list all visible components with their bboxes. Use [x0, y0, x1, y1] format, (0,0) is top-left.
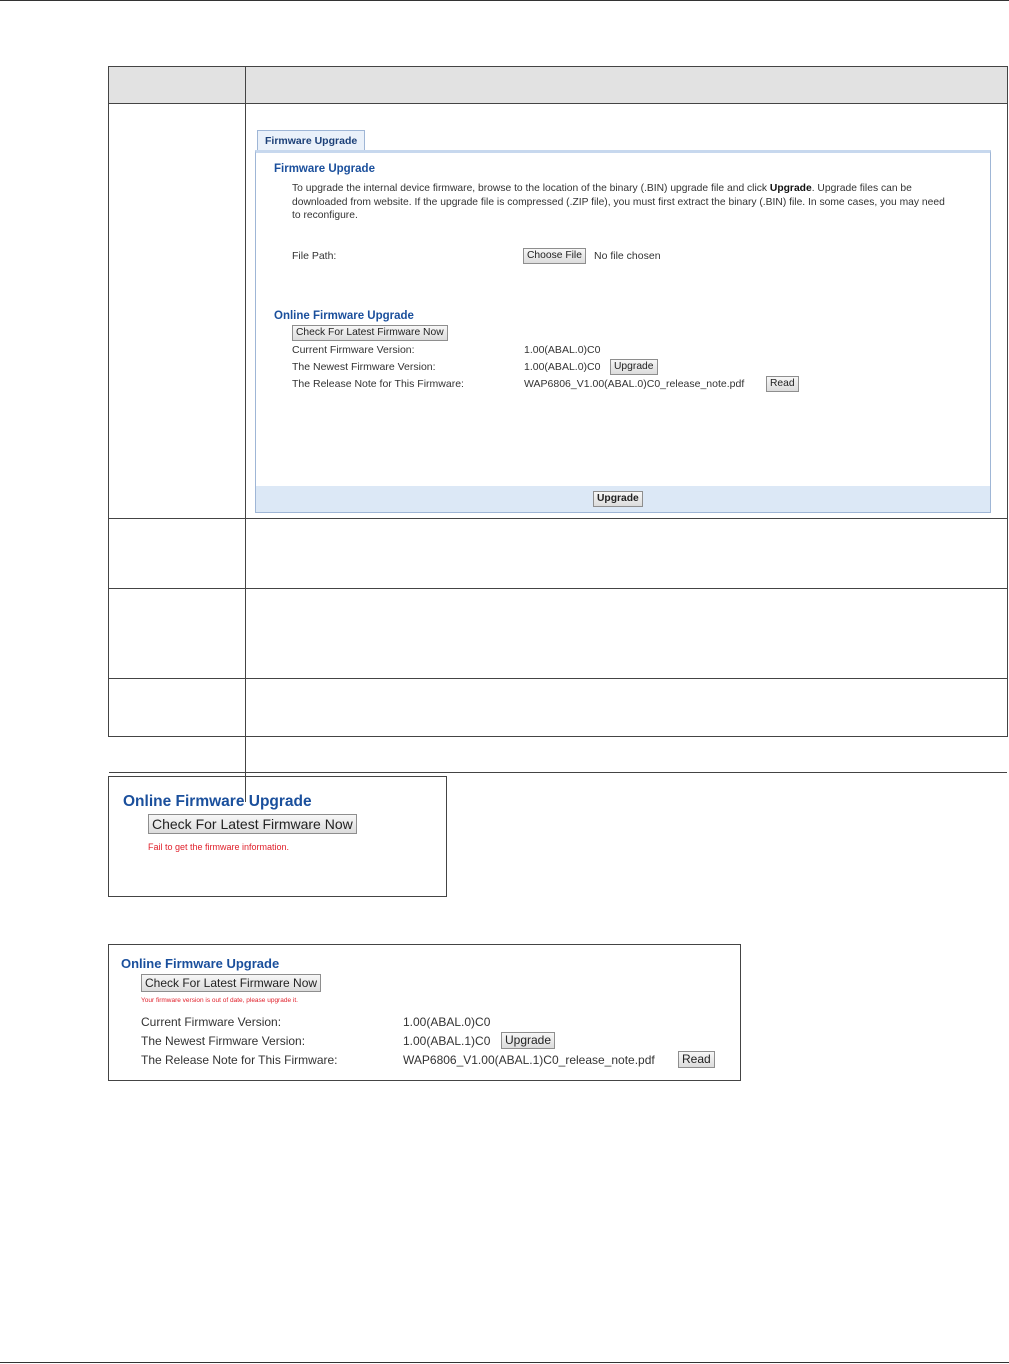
table-row	[109, 679, 1007, 773]
figure-check-failed	[108, 776, 447, 897]
fail-figure-title: Online Firmware Upgrade	[123, 793, 312, 810]
description-text-start: To upgrade the internal device firmware, browse to the location of the binary (.BIN) upgrade file and click	[292, 183, 770, 194]
release-note-label: The Release Note for This Firmware:	[292, 378, 464, 390]
outdated-release-label: The Release Note for This Firmware:	[141, 1053, 338, 1067]
table-label-cell	[109, 519, 246, 588]
current-firmware-label: Current Firmware Version:	[292, 344, 415, 356]
page-top-rule	[0, 0, 1009, 1]
upgrade-description	[292, 182, 952, 223]
outdated-newest-value: 1.00(ABAL.1)C0	[403, 1034, 491, 1048]
table-row	[109, 589, 1007, 679]
outdated-release-filename: WAP6806_V1.00(ABAL.1)C0_release_note.pdf	[403, 1053, 655, 1067]
newest-firmware-label: The Newest Firmware Version:	[292, 361, 436, 373]
file-path-label: File Path:	[292, 250, 337, 262]
description-text-end: . Upgrade files can be downloaded from website. If the upgrade file is compressed (.ZIP file), you must first extract the binary (.BIN) file. In some cases, you may need to reconfigure.	[292, 183, 945, 221]
release-note-filename: WAP6806_V1.00(ABAL.0)C0_release_note.pdf	[524, 378, 745, 390]
online-upgrade-button[interactable]: Upgrade	[610, 359, 658, 375]
upgrade-button[interactable]: Upgrade	[593, 491, 643, 507]
read-release-note-button[interactable]: Read	[766, 376, 799, 392]
outdated-current-label: Current Firmware Version:	[141, 1015, 282, 1029]
description-bold-upgrade: Upgrade	[769, 183, 812, 194]
outdated-newest-label: The Newest Firmware Version:	[141, 1034, 306, 1048]
description-table	[108, 66, 1008, 737]
check-latest-firmware-button[interactable]: Check For Latest Firmware Now	[292, 325, 448, 341]
firmware-upgrade-screenshot	[255, 128, 991, 513]
tab-firmware-upgrade[interactable]: Firmware Upgrade	[257, 130, 365, 152]
table-row	[109, 104, 1007, 519]
newest-firmware-value: 1.00(ABAL.0)C0	[524, 361, 601, 373]
table-label-cell	[109, 679, 246, 772]
panel-footer-bar	[256, 486, 990, 512]
no-file-chosen-text: No file chosen	[594, 250, 661, 262]
outdated-current-value: 1.00(ABAL.0)C0	[403, 1015, 491, 1029]
outdated-warning-message: Your firmware version is out of date, please upgrade it.	[141, 997, 298, 1004]
current-firmware-value: 1.00(ABAL.0)C0	[524, 344, 601, 356]
table-label-cell	[109, 104, 246, 518]
table-header-label-cell	[109, 67, 246, 103]
section-title-firmware-upgrade: Firmware Upgrade	[274, 163, 375, 175]
fail-figure-check-button[interactable]: Check For Latest Firmware Now	[148, 814, 357, 834]
table-label-cell	[109, 589, 246, 678]
outdated-upgrade-button[interactable]: Upgrade	[501, 1032, 555, 1049]
outdated-read-button[interactable]: Read	[678, 1051, 715, 1068]
table-row	[109, 519, 1007, 589]
section-title-online-upgrade: Online Firmware Upgrade	[274, 310, 414, 322]
page-bottom-rule	[0, 1362, 1009, 1363]
fail-error-message: Fail to get the firmware information.	[148, 842, 290, 852]
firmware-upgrade-panel	[255, 150, 991, 513]
figure-firmware-outdated	[108, 944, 741, 1081]
table-header-row	[109, 67, 1007, 104]
choose-file-button[interactable]: Choose File	[523, 248, 586, 264]
outdated-figure-check-button[interactable]: Check For Latest Firmware Now	[141, 974, 321, 992]
outdated-figure-title: Online Firmware Upgrade	[121, 956, 280, 971]
